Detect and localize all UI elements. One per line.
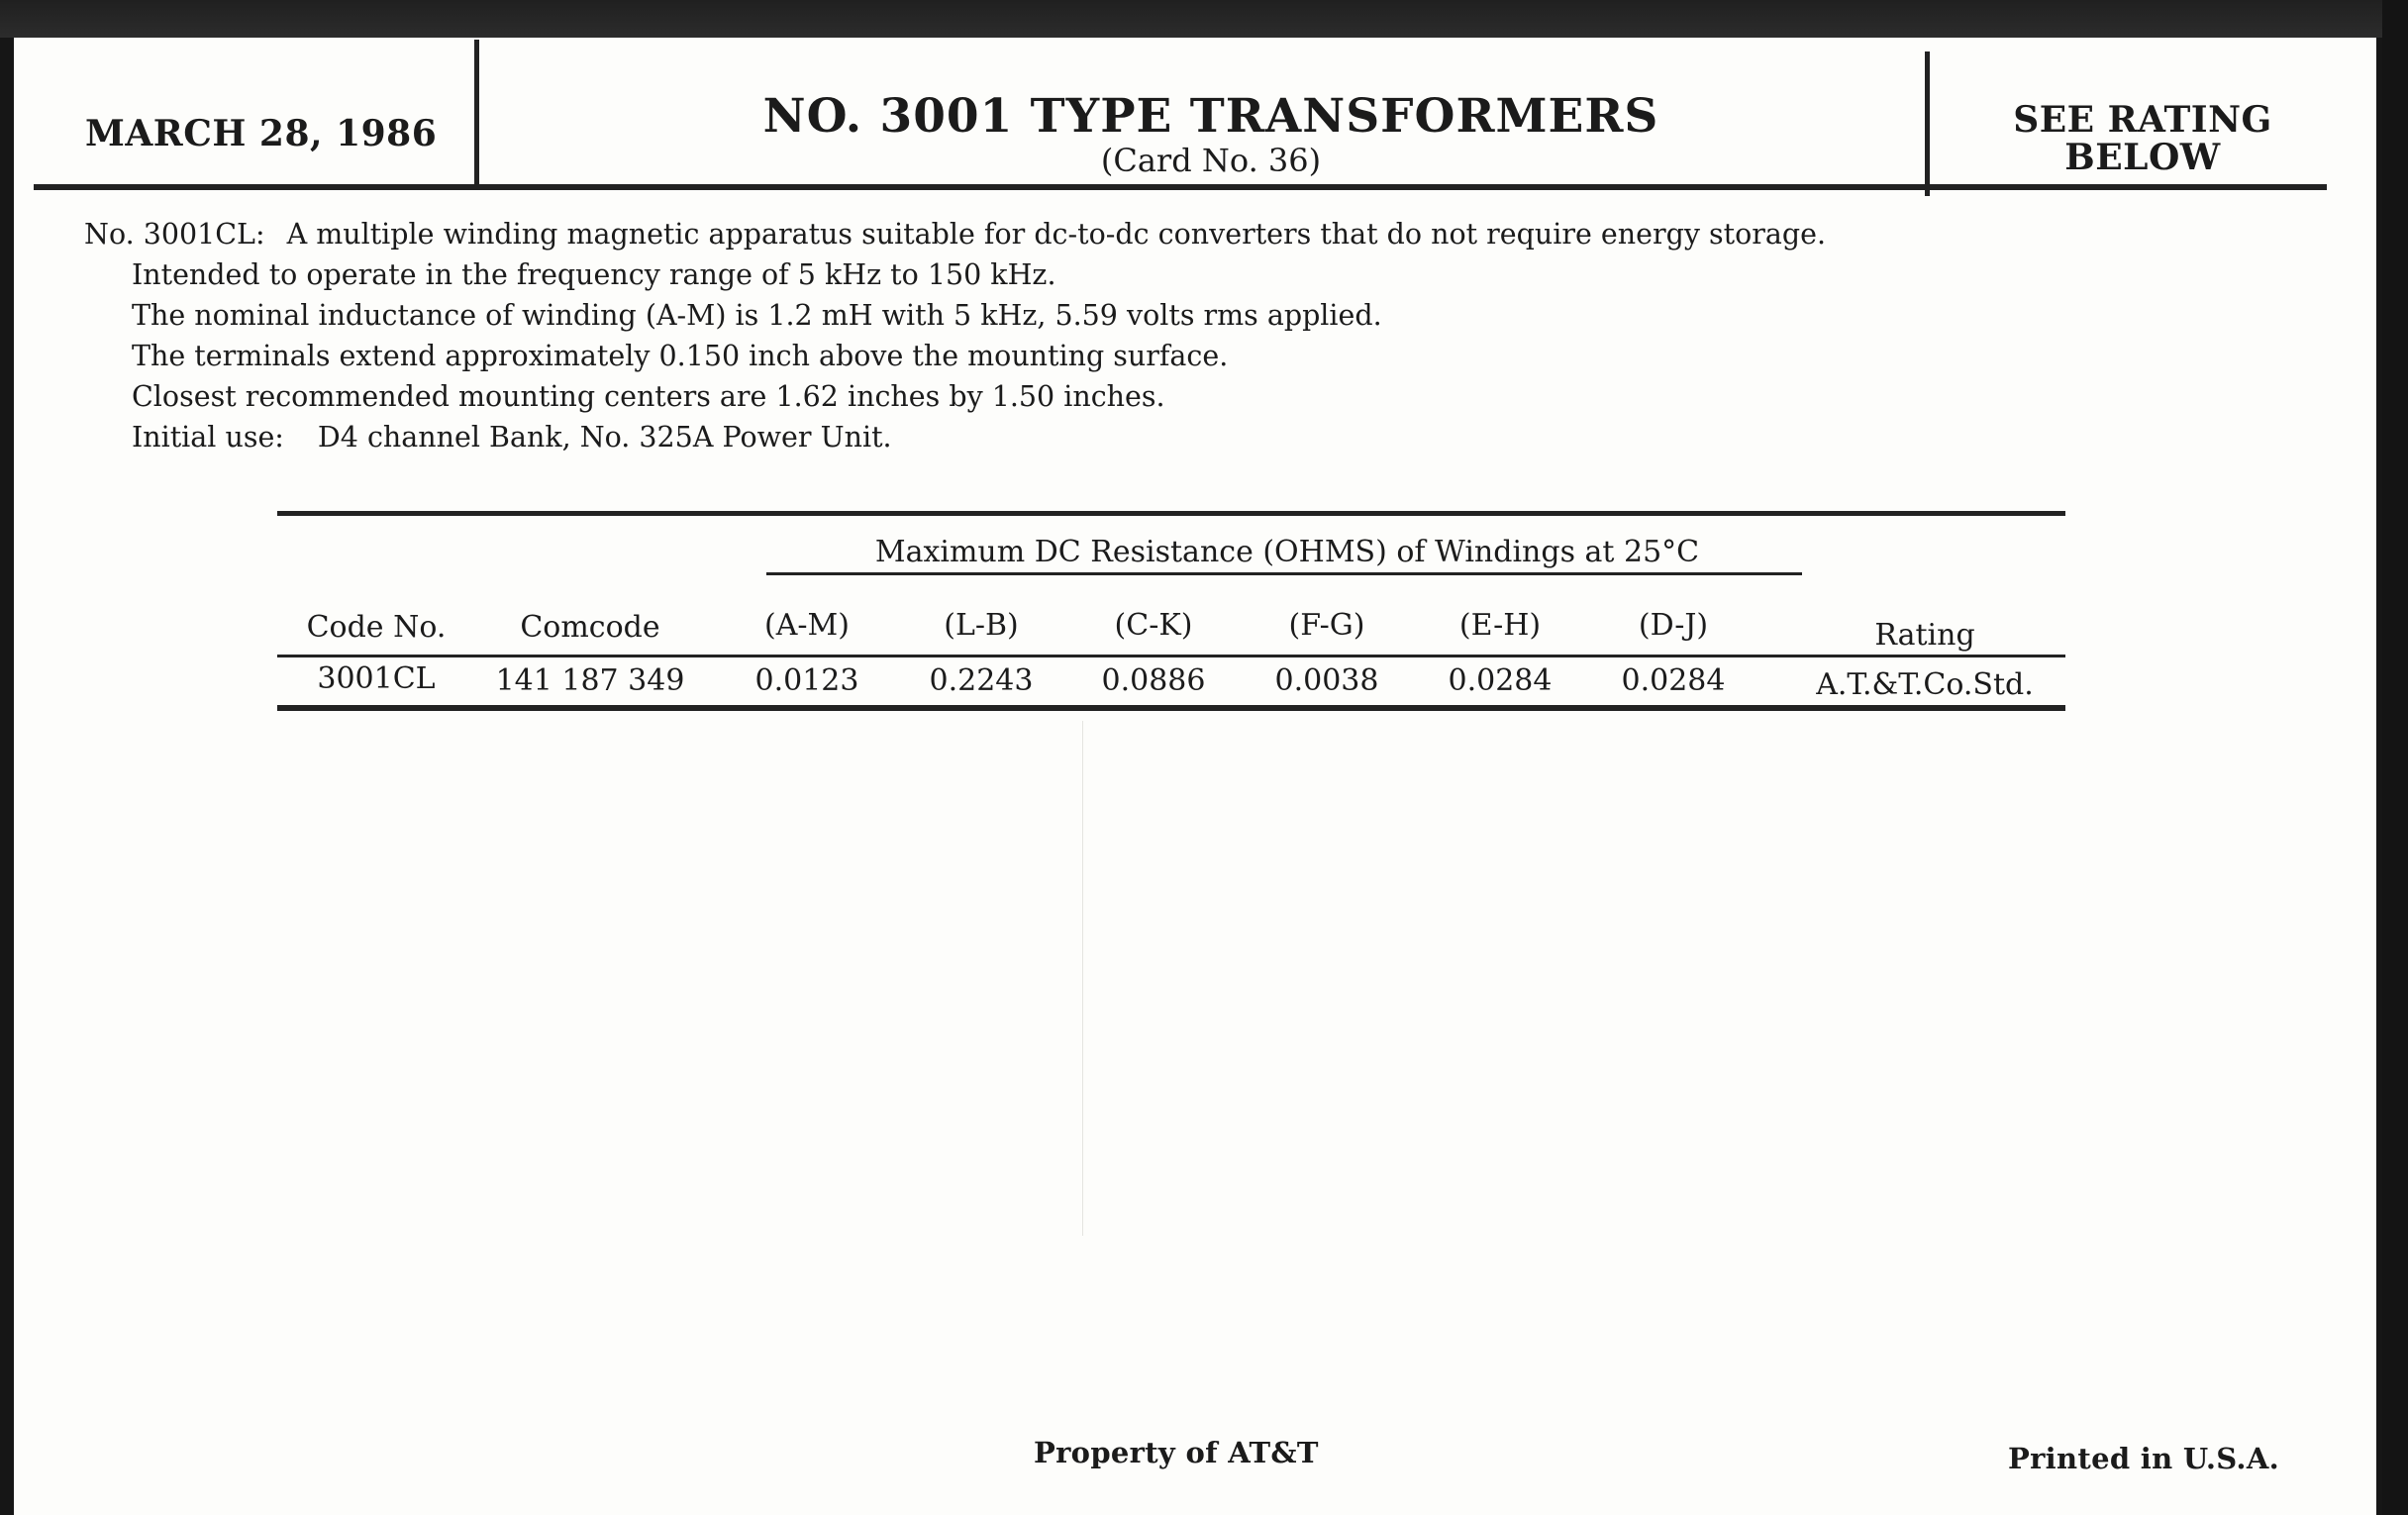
table-bottom-rule [277, 705, 2065, 711]
column-header-c-k: (C-K) [1114, 608, 1193, 643]
description-lead: No. 3001CL: [84, 218, 265, 251]
description-block [84, 214, 1826, 457]
column-header-d-j: (D-J) [1638, 608, 1709, 643]
rating-notice [1945, 101, 2341, 176]
issue-date: MARCH 28, 1986 [85, 113, 438, 154]
column-header-l-b: (L-B) [944, 608, 1019, 643]
description-text: A multiple winding magnetic apparatus suitable for dc-to-dc converters that do not require energy storage. [286, 218, 1827, 251]
table-cell-c-k: 0.0886 [1101, 663, 1206, 698]
description-first-line [84, 214, 1826, 254]
table-header-rule [277, 655, 2065, 657]
specification-card [14, 38, 2376, 1515]
table-cell-comcode: 141 187 349 [495, 663, 685, 698]
group-header-rule [766, 572, 1802, 575]
rating-notice-line1: SEE RATING [2013, 99, 2272, 141]
property-notice: Property of AT&T [1034, 1436, 1319, 1469]
title-block [483, 91, 1939, 178]
description-line: Closest recommended mounting centers are 1.62 inches by 1.50 inches. [132, 380, 1165, 413]
description-line: Intended to operate in the frequency range of 5 kHz to 150 kHz. [132, 258, 1056, 291]
column-header-rating: Rating [1874, 618, 1975, 653]
card-title: NO. 3001 TYPE TRANSFORMERS [762, 89, 1659, 144]
column-header-a-m: (A-M) [764, 608, 850, 643]
column-header-comcode: Comcode [520, 610, 660, 645]
table-cell-e-h: 0.0284 [1448, 663, 1553, 698]
table-cell-a-m: 0.0123 [754, 663, 859, 698]
header-divider-right [1925, 51, 1930, 196]
column-header-f-g: (F-G) [1288, 608, 1365, 643]
rating-notice-line2: BELOW [2064, 137, 2221, 178]
table-cell-f-g: 0.0038 [1274, 663, 1379, 698]
description-line: The terminals extend approximately 0.150 inch above the mounting surface. [132, 340, 1229, 372]
description-line: The nominal inductance of winding (A-M) is 1.2 mH with 5 kHz, 5.59 volts rms applied. [132, 299, 1382, 332]
card-subtitle: (Card No. 36) [1100, 142, 1322, 179]
table-cell-rating: A.T.&T.Co.Std. [1816, 667, 2034, 702]
initial-use-line [84, 417, 1826, 457]
card-header [34, 46, 2343, 204]
resistance-group-header: Maximum DC Resistance (OHMS) of Windings at 25°C [874, 535, 1700, 569]
card-fold-line [1082, 721, 1083, 1236]
scan-right-edge [2382, 0, 2408, 1515]
table-cell-d-j: 0.0284 [1621, 663, 1726, 698]
table-cell-code: 3001CL [317, 661, 436, 696]
table-top-rule [277, 511, 2065, 516]
initial-use-value: D4 channel Bank, No. 325A Power Unit. [317, 421, 892, 454]
header-rule [34, 184, 2327, 190]
column-header-e-h: (E-H) [1458, 608, 1542, 643]
initial-use-label: Initial use: [132, 421, 284, 454]
header-divider-left [474, 40, 479, 190]
table-cell-l-b: 0.2243 [929, 663, 1034, 698]
scan-top-edge [0, 0, 2408, 38]
printed-notice: Printed in U.S.A. [2008, 1442, 2280, 1475]
column-header-code: Code No. [306, 610, 447, 645]
